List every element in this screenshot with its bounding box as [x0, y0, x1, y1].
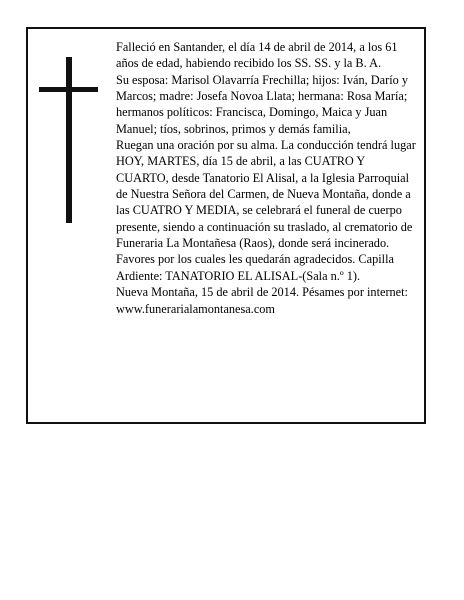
funeral-details: Ruegan una oración por su alma. La conducción tendrá lugar HOY, MARTES, día 15 de abril, a las CUATRO Y CUARTO, desde Tanatorio El Alisal, a la Iglesia Parroquial de Nuestra Señora del Carmen, de Nueva Montaña, donde a las CUATRO Y MEDIA, se celebrará el funeral de cuerpo presente, siendo a continuación su traslado, al crematorio de Funeraria La Montañesa (Raos), donde será incinerado. Favores por los cuales les quedarán agradecidos. Capilla Ardiente: TANATORIO EL ALISAL-(Sala n.º 1). — [116, 138, 416, 283]
cross-horizontal-bar — [39, 87, 98, 92]
family-list: Su esposa: Marisol Olavarría Frechilla; hijos: Iván, Darío y Marcos; madre: Josefa Novoa Llata; hermana: Rosa María; hermanos políticos: Francisca, Domingo, Maica y Juan Manuel; tíos, sobrinos, primos y demás familia, — [116, 72, 408, 136]
cross-icon — [28, 29, 108, 229]
date-and-condolences: Nueva Montaña, 15 de abril de 2014. Pésames por internet: www.funerarialamontanesa.com — [116, 285, 408, 316]
cross-vertical-bar — [66, 57, 72, 223]
obituary-notice — [26, 27, 426, 424]
death-announcement: Falleció en Santander, el día 14 de abril de 2014, a los 61 años de edad, habiendo recibido los SS. SS. y la B. A. — [116, 40, 398, 71]
obituary-text — [116, 39, 420, 317]
